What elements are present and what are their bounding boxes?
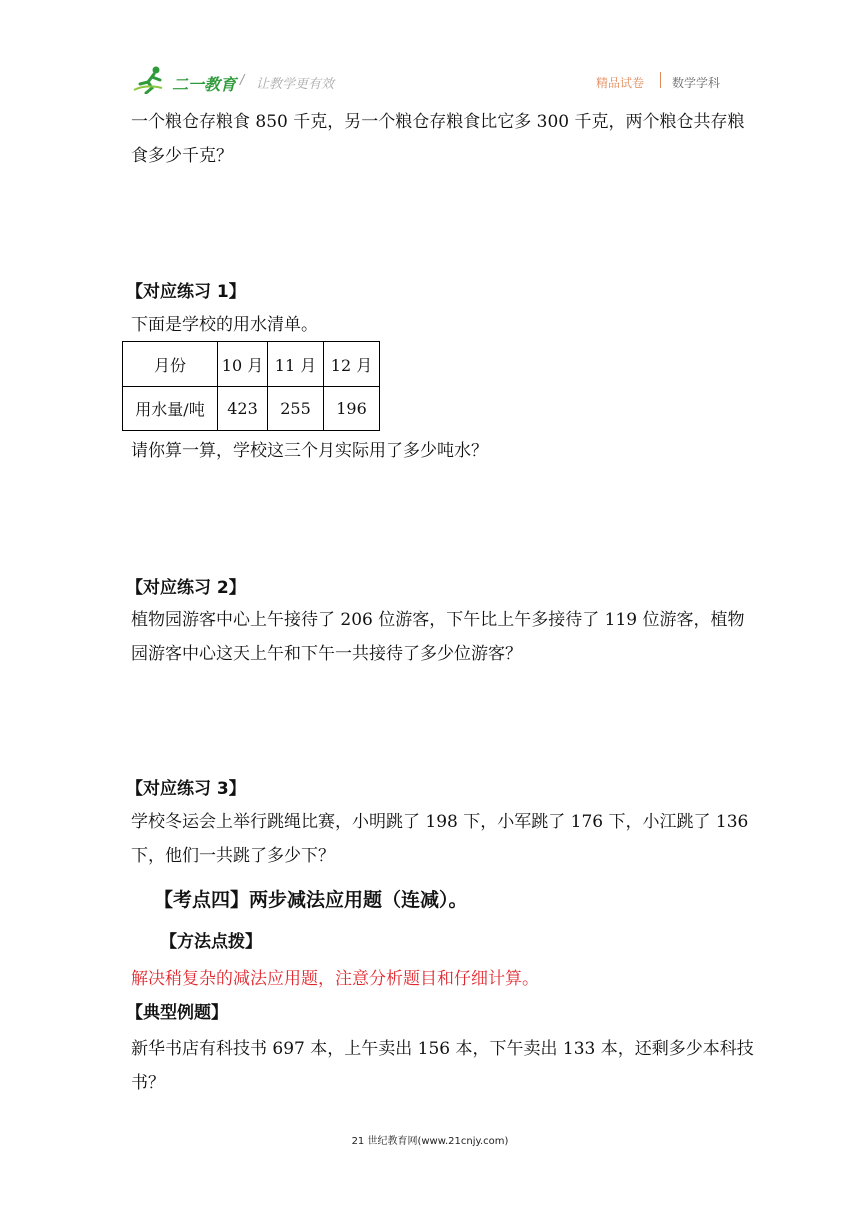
header-slash: / [240, 73, 245, 88]
table-header-row [123, 342, 380, 387]
practice2-line2: 园游客中心这天上午和下午一共接待了多少位游客？ [131, 644, 522, 664]
table-cell: 423 [218, 387, 268, 431]
example-line1: 新华书店有科技书 697 本，上午卖出 156 本，下午卖出 133 本，还剩多少本科技 [131, 1039, 754, 1059]
method-text: 解决稍复杂的减法应用题，注意分析题目和仔细计算。 [131, 969, 539, 989]
table-header-cell: 11 月 [268, 342, 324, 387]
intro-problem-line1: 一个粮仓存粮食 850 千克，另一个粮仓存粮食比它多 300 千克，两个粮仓共存粮 [131, 112, 745, 132]
table-cell: 196 [324, 387, 380, 431]
brand-name: 二一教育 [172, 75, 237, 94]
intro-problem-line2: 食多少千克？ [131, 146, 233, 166]
water-usage-table [122, 341, 380, 431]
practice1-heading: 【对应练习 1】 [126, 282, 246, 302]
method-heading: 【方法点拨】 [160, 932, 262, 952]
table-header-cell: 12 月 [324, 342, 380, 387]
example-heading: 【典型例题】 [126, 1003, 228, 1023]
practice1-intro: 下面是学校的用水清单。 [131, 315, 318, 335]
table-cell: 255 [268, 387, 324, 431]
header-subject: 数学学科 [672, 76, 721, 90]
page-footer: 21 世纪教育网(www.21cnjy.com) [351, 1136, 509, 1147]
example-line2: 书？ [131, 1073, 165, 1093]
header-divider [660, 72, 661, 88]
table-row [123, 387, 380, 431]
table-header-cell: 月份 [123, 342, 218, 387]
section4-title: 【考点四】两步减法应用题（连减）。 [154, 889, 468, 911]
logo-runner-icon [132, 64, 172, 94]
table-header-cell: 10 月 [218, 342, 268, 387]
practice2-heading: 【对应练习 2】 [126, 578, 246, 598]
practice2-line1: 植物园游客中心上午接待了 206 位游客，下午比上午多接待了 119 位游客，植物 [131, 610, 745, 630]
practice1-question: 请你算一算，学校这三个月实际用了多少吨水？ [131, 441, 488, 461]
table-row-label: 用水量/吨 [123, 387, 218, 431]
practice3-line2: 下，他们一共跳了多少下？ [131, 846, 335, 866]
header-label: 精品试卷 [596, 76, 645, 90]
brand-slogan: 让教学更有效 [256, 77, 335, 92]
practice3-line1: 学校冬运会上举行跳绳比赛，小明跳了 198 下，小军跳了 176 下，小江跳了 136 [131, 812, 749, 832]
practice3-heading: 【对应练习 3】 [126, 779, 246, 799]
